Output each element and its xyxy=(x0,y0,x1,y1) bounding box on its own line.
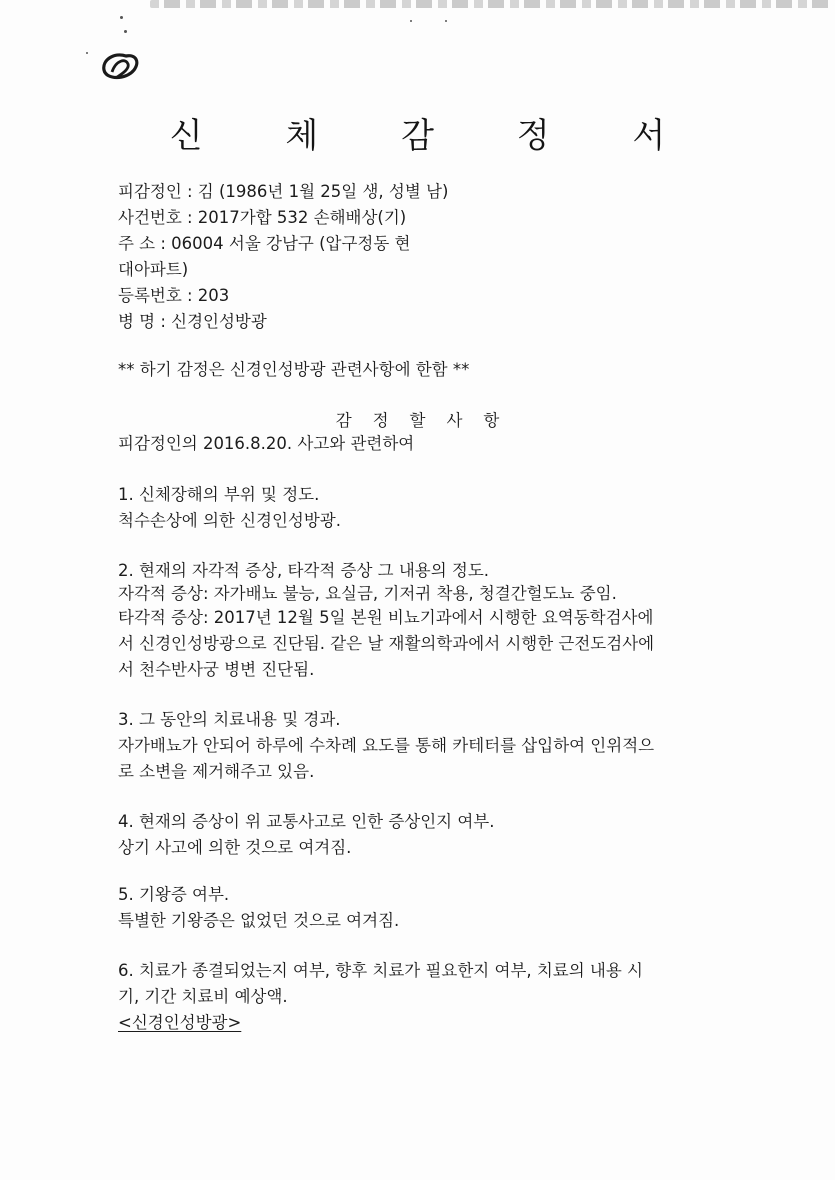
scope-note: ** 하기 감정은 신경인성방광 관련사항에 한함 ** xyxy=(118,360,470,379)
field-address: 주 소 : 06004 서울 강남구 (압구정동 현 xyxy=(118,234,411,253)
scan-artifact xyxy=(150,0,830,8)
item-answer: 척수손상에 의한 신경인성방광. xyxy=(118,511,341,530)
item-question: 4. 현재의 증상이 위 교통사고로 인한 증상인지 여부. xyxy=(118,812,495,831)
item-question: 5. 기왕증 여부. xyxy=(118,885,230,904)
item-answer: 특별한 기왕증은 없었던 것으로 여겨짐. xyxy=(118,911,400,930)
field-diagnosis: 병 명 : 신경인성방광 xyxy=(118,312,267,331)
scan-speck xyxy=(86,52,88,54)
item-answer: 상기 사고에 의한 것으로 여겨짐. xyxy=(118,838,352,857)
item-answer: 타각적 증상: 2017년 12월 5일 본원 비뇨기과에서 시행한 요역동학검사에 xyxy=(118,608,654,627)
scan-speck xyxy=(120,16,123,19)
closing-label: <신경인성방광> xyxy=(118,1013,242,1032)
item-answer: 자가배뇨가 안되어 하루에 수차례 요도를 통해 카테터를 삽입하여 인위적으 xyxy=(118,736,655,755)
item-answer: 서 천수반사궁 병변 진단됨. xyxy=(118,660,315,679)
intro-text: 피감정인의 2016.8.20. 사고와 관련하여 xyxy=(118,434,415,453)
scan-speck xyxy=(124,30,127,33)
item-answer: 자각적 증상: 자가배뇨 불능, 요실금, 기저귀 착용, 청결간헐도뇨 중임. xyxy=(118,584,617,603)
field-case-number: 사건번호 : 2017가합 532 손해배상(기) xyxy=(118,208,407,227)
field-address-cont: 대아파트) xyxy=(118,260,189,279)
page-title: 신 체 감 정 서 xyxy=(169,116,702,156)
section-heading: 감 정 할 사 항 xyxy=(335,411,500,430)
item-question: 3. 그 동안의 치료내용 및 경과. xyxy=(118,710,341,729)
field-registration: 등록번호 : 203 xyxy=(118,286,230,305)
item-question: 2. 현재의 자각적 증상, 타각적 증상 그 내용의 정도. xyxy=(118,561,490,580)
scan-speck xyxy=(410,20,412,22)
field-examinee: 피감정인 : 김 (1986년 1월 25일 생, 성별 남) xyxy=(118,182,449,201)
item-question: 1. 신체장해의 부위 및 정도. xyxy=(118,485,320,504)
handwritten-mark-icon xyxy=(96,48,144,84)
item-answer: 기, 기간 치료비 예상액. xyxy=(118,987,288,1006)
item-answer: 로 소변을 제거해주고 있음. xyxy=(118,762,315,781)
item-answer: 서 신경인성방광으로 진단됨. 같은 날 재활의학과에서 시행한 근전도검사에 xyxy=(118,634,655,653)
item-question: 6. 치료가 종결되었는지 여부, 향후 치료가 필요한지 여부, 치료의 내용 시 xyxy=(118,961,643,980)
scan-speck xyxy=(445,20,447,22)
